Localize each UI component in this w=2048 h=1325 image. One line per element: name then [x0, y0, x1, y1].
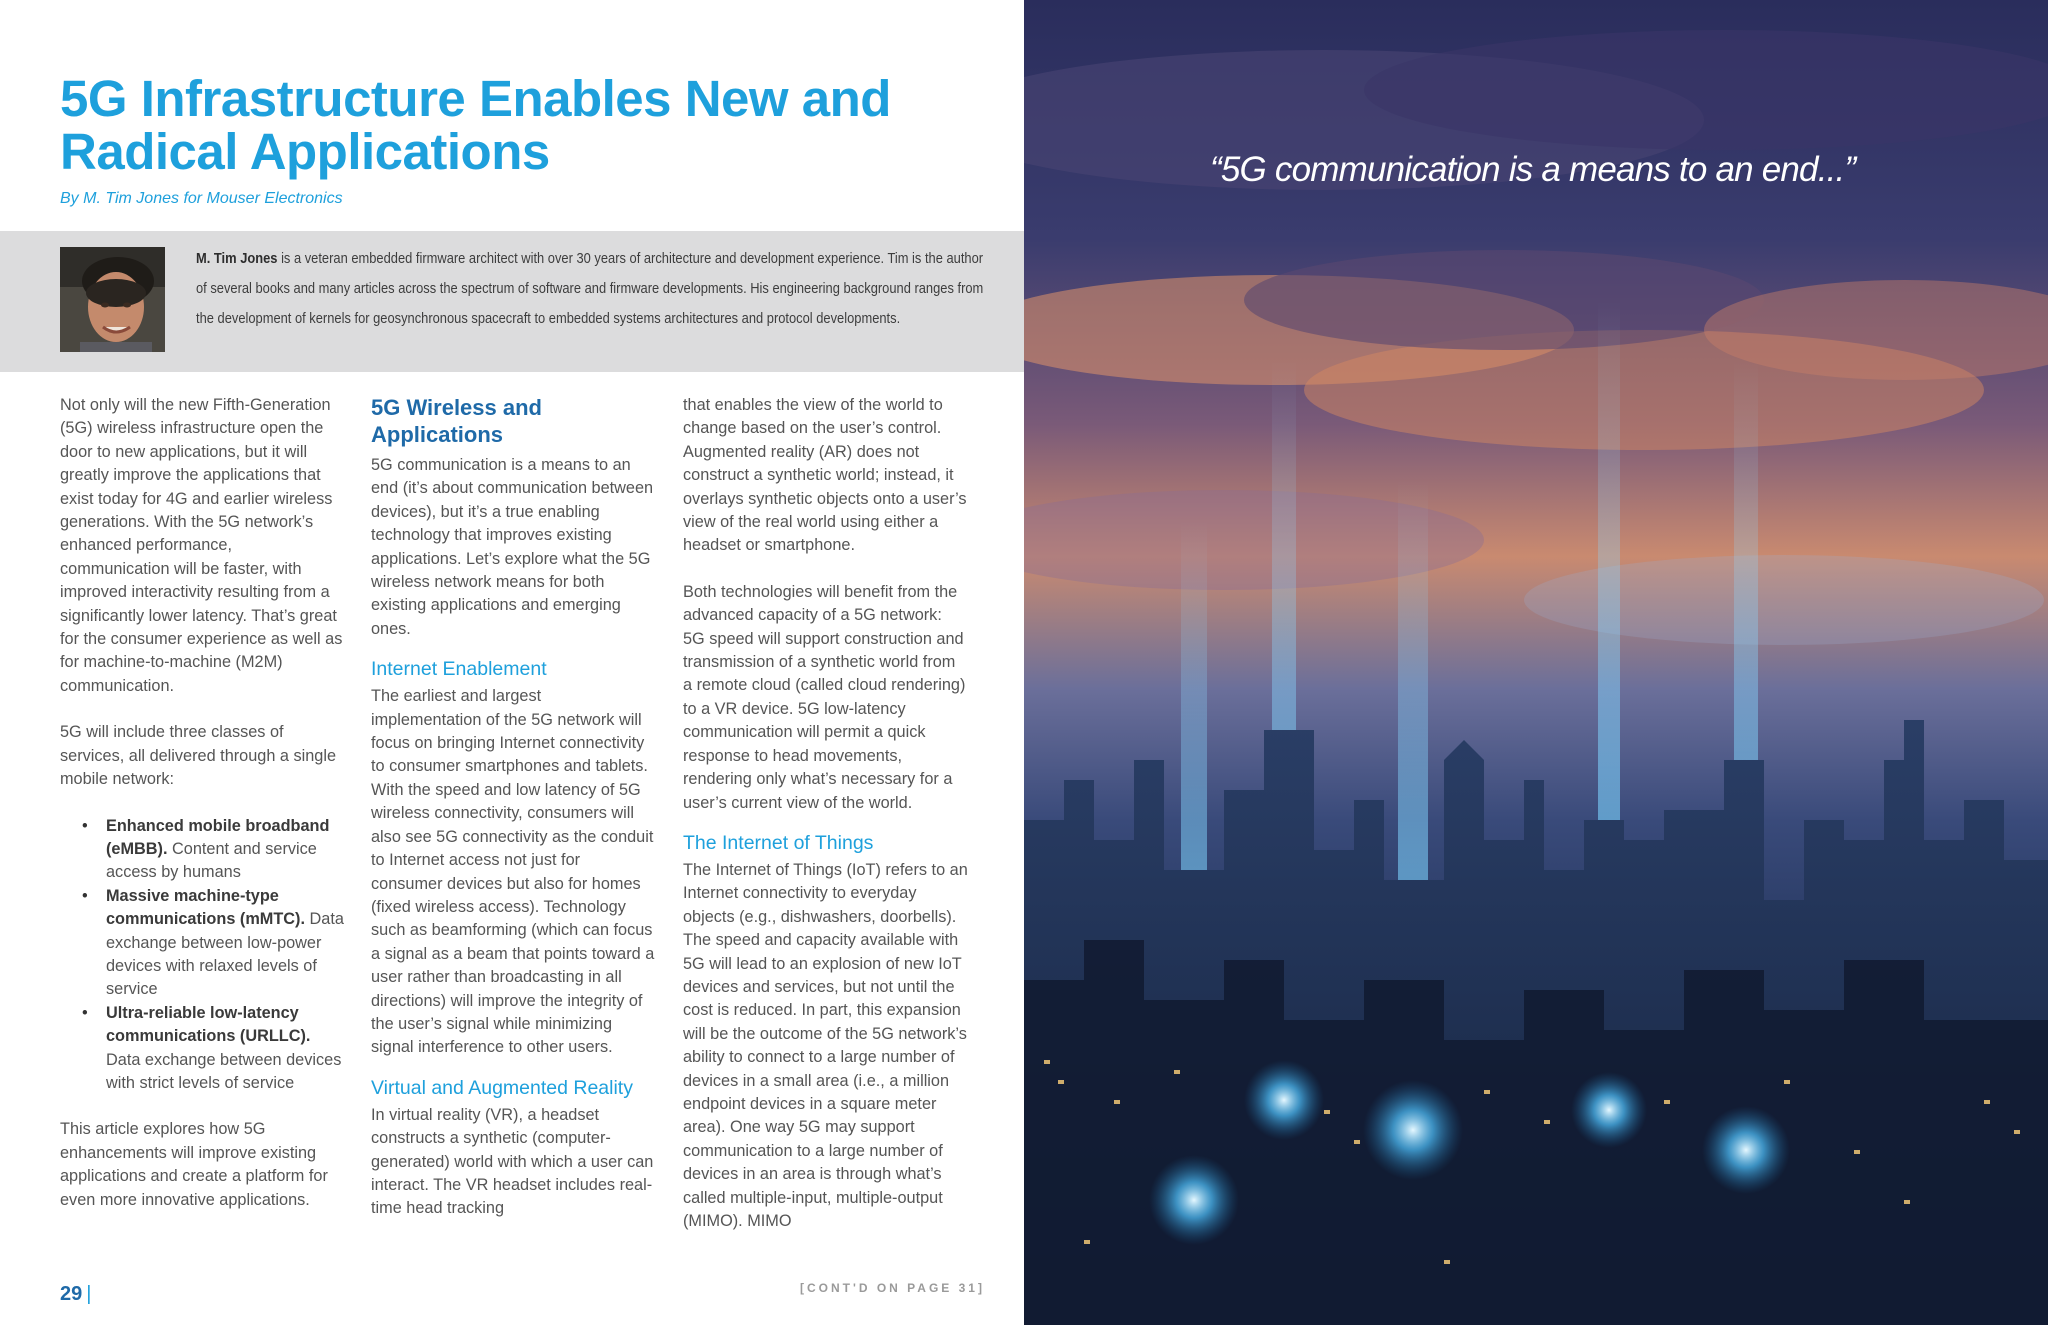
author-bio-box: [0, 231, 1024, 372]
list-item: • Enhanced mobile broadband (eMBB). Content and service access by humans: [82, 816, 330, 882]
bullet-icon: •: [82, 816, 88, 835]
pull-quote: “5G communication is a means to an end...”: [1210, 150, 1856, 189]
paragraph: The earliest and largest implementation of the 5G network will focus on bringing Internet connectivity to consumer smartphones and tablets. With the speed and low latency of 5G wireless connectivity, consumers will also see 5G connectivity as the conduit to Internet access not just for consumer devices but also for homes (fixed wireless access). Technology such as beamforming (which can focus a signal as a beam that points toward a user rather than broadcasting in all directions) will improve the integrity of the user’s signal while minimizing signal interference to other users.: [371, 687, 655, 1057]
services-intro: 5G will include three classes of services, all delivered through a single mobile network:: [60, 723, 337, 789]
bullet-icon: •: [82, 886, 88, 905]
author-bio-body: is a veteran embedded firmware architect with over 30 years of architecture and development experience. Tim is the author of several books and many articles across the spectrum of software and firmware developments. His engineering background ranges from the development of kernels for geosynchronous spacecraft to embedded systems architectures and protocol developments.: [196, 250, 984, 328]
author-name: M. Tim Jones: [196, 250, 278, 267]
service-classes-list: [60, 815, 345, 1096]
paragraph: The Internet of Things (IoT) refers to an Internet connectivity to everyday objects (e.g., dishwashers, doorbells). The speed and capacity available with 5G will lead to an explosion of new IoT devices and services, but not until the cost is reduced. In part, this expansion will be the outcome of the 5G network’s ability to connect to a large number of devices in a small area (i.e., a million endpoint devices in a square meter area). One way 5G may support communication to a large number of devices in an area is through what’s called multiple-input, multiple-output (MIMO). MIMO: [683, 860, 968, 1230]
bullet-icon: •: [82, 1003, 88, 1022]
paragraph: that enables the view of the world to change based on the user’s control. Augmented reality (AR) does not construct a synthetic world; instead, it overlays synthetic objects onto a user’s view of the real world using either a headset or smartphone.: [683, 396, 967, 555]
page-separator: |: [86, 1283, 92, 1305]
column-2: [371, 394, 656, 1221]
author-photo: [60, 247, 165, 352]
author-bio-text: [196, 244, 996, 335]
byline: By M. Tim Jones for Mouser Electronics: [60, 190, 343, 207]
intro-paragraph: Not only will the new Fifth-Generation (5G) wireless infrastructure open the door to new applications, but it will greatly improve the applications that exist today for 4G and earlier wireless generations. With the 5G network’s enhanced performance, communication will be faster, with improved interactivity resulting from a significantly lower latency. That’s great for the consumer experience as well as for machine-to-machine (M2M) communication.: [60, 396, 343, 695]
paragraph: In virtual reality (VR), a headset constructs a synthetic (computer-generated) world with which a user can interact. The VR headset includes real-time head tracking: [371, 1105, 654, 1218]
subheading-internet-enablement: Internet Enablement: [371, 658, 547, 681]
city-photo: [1024, 0, 2048, 1325]
subheading-iot: The Internet of Things: [683, 831, 874, 854]
city-skyline-illustration: [1024, 0, 2048, 1325]
column-1: [60, 394, 345, 1212]
subheading-vr-ar: Virtual and Augmented Reality: [371, 1076, 633, 1099]
paragraph: 5G communication is a means to an end (it’s about communication between devices), but it’s a true enabling technology that improves existing applications. Let’s explore what the 5G wireless network means for both existing applications and emerging ones.: [371, 456, 654, 638]
list-item: • Massive machine-type communications (mMTC). Data exchange between low-power devices with relaxed levels of service: [82, 886, 344, 999]
page-number: 29 |: [60, 1283, 92, 1305]
conclusion-paragraph: This article explores how 5G enhancements will improve existing applications and create a platform for even more innovative applications.: [60, 1120, 328, 1209]
column-3: [683, 394, 968, 1233]
paragraph: Both technologies will benefit from the advanced capacity of a 5G network: 5G speed will support construction and transmission of a synthetic world from a remote cloud (called cloud rendering) to a VR device. 5G low-latency communication will permit a quick response to head movements, rendering only what’s necessary for a user’s current view of the world.: [683, 582, 966, 812]
continued-note: [CONT'D ON PAGE 31]: [800, 1281, 985, 1295]
article-title: 5G Infrastructure Enables New and Radical Applications: [60, 70, 891, 180]
section-heading: 5G Wireless and Applications: [371, 395, 542, 447]
list-item: • Ultra-reliable low-latency communications (URLLC). Data exchange between devices with strict levels of service: [82, 1003, 342, 1092]
